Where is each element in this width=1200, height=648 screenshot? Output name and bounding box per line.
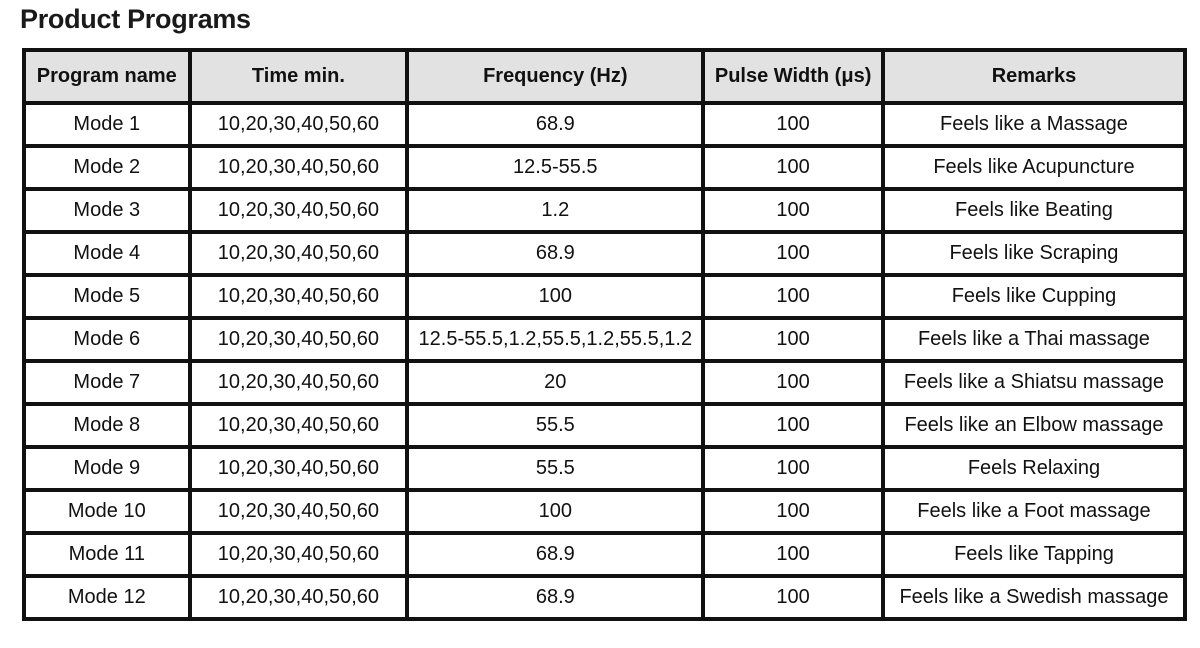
header-frequency: Frequency (Hz) — [409, 52, 701, 101]
table-row — [26, 578, 1183, 617]
cell-program-name: Mode 9 — [26, 449, 188, 488]
table-header-row — [26, 52, 1183, 101]
cell-remarks: Feels like a Shiatsu massage — [885, 363, 1183, 402]
cell-program-name: Mode 10 — [26, 492, 188, 531]
cell-frequency: 12.5-55.5,1.2,55.5,1.2,55.5,1.2 — [409, 320, 701, 359]
cell-remarks: Feels like Scraping — [885, 234, 1183, 273]
cell-time: 10,20,30,40,50,60 — [192, 105, 406, 144]
cell-program-name: Mode 11 — [26, 535, 188, 574]
cell-remarks: Feels like Tapping — [885, 535, 1183, 574]
cell-program-name: Mode 3 — [26, 191, 188, 230]
cell-frequency: 68.9 — [409, 105, 701, 144]
cell-program-name: Mode 7 — [26, 363, 188, 402]
table-row — [26, 320, 1183, 359]
cell-time: 10,20,30,40,50,60 — [192, 148, 406, 187]
table-row — [26, 105, 1183, 144]
cell-frequency: 100 — [409, 277, 701, 316]
cell-pulse-width: 100 — [705, 449, 881, 488]
cell-time: 10,20,30,40,50,60 — [192, 578, 406, 617]
programs-table — [22, 48, 1187, 621]
table-row — [26, 363, 1183, 402]
cell-pulse-width: 100 — [705, 277, 881, 316]
page-title: Product Programs — [20, 4, 251, 34]
cell-pulse-width: 100 — [705, 234, 881, 273]
cell-program-name: Mode 2 — [26, 148, 188, 187]
cell-time: 10,20,30,40,50,60 — [192, 449, 406, 488]
cell-remarks: Feels like Acupuncture — [885, 148, 1183, 187]
cell-time: 10,20,30,40,50,60 — [192, 320, 406, 359]
cell-frequency: 20 — [409, 363, 701, 402]
cell-pulse-width: 100 — [705, 320, 881, 359]
cell-frequency: 68.9 — [409, 234, 701, 273]
table-row — [26, 148, 1183, 187]
header-program-name: Program name — [26, 52, 188, 101]
cell-time: 10,20,30,40,50,60 — [192, 492, 406, 531]
cell-pulse-width: 100 — [705, 578, 881, 617]
cell-time: 10,20,30,40,50,60 — [192, 363, 406, 402]
cell-remarks: Feels like a Massage — [885, 105, 1183, 144]
cell-frequency: 100 — [409, 492, 701, 531]
cell-pulse-width: 100 — [705, 191, 881, 230]
cell-program-name: Mode 6 — [26, 320, 188, 359]
cell-remarks: Feels like a Foot massage — [885, 492, 1183, 531]
table-row — [26, 191, 1183, 230]
cell-remarks: Feels like a Thai massage — [885, 320, 1183, 359]
table-row — [26, 277, 1183, 316]
table-row — [26, 492, 1183, 531]
cell-pulse-width: 100 — [705, 363, 881, 402]
cell-frequency: 12.5-55.5 — [409, 148, 701, 187]
cell-frequency: 68.9 — [409, 535, 701, 574]
cell-remarks: Feels like an Elbow massage — [885, 406, 1183, 445]
cell-program-name: Mode 4 — [26, 234, 188, 273]
cell-pulse-width: 100 — [705, 148, 881, 187]
table-row — [26, 449, 1183, 488]
cell-frequency: 55.5 — [409, 406, 701, 445]
cell-frequency: 68.9 — [409, 578, 701, 617]
table-row — [26, 234, 1183, 273]
table-row — [26, 535, 1183, 574]
cell-program-name: Mode 1 — [26, 105, 188, 144]
cell-pulse-width: 100 — [705, 535, 881, 574]
cell-frequency: 1.2 — [409, 191, 701, 230]
cell-time: 10,20,30,40,50,60 — [192, 234, 406, 273]
cell-time: 10,20,30,40,50,60 — [192, 191, 406, 230]
cell-remarks: Feels like Beating — [885, 191, 1183, 230]
cell-remarks: Feels like a Swedish massage — [885, 578, 1183, 617]
table-body — [26, 105, 1183, 617]
cell-pulse-width: 100 — [705, 105, 881, 144]
cell-pulse-width: 100 — [705, 406, 881, 445]
cell-remarks: Feels Relaxing — [885, 449, 1183, 488]
cell-time: 10,20,30,40,50,60 — [192, 277, 406, 316]
header-time: Time min. — [192, 52, 406, 101]
cell-pulse-width: 100 — [705, 492, 881, 531]
header-pulse-width: Pulse Width (μs) — [705, 52, 881, 101]
cell-program-name: Mode 12 — [26, 578, 188, 617]
header-remarks: Remarks — [885, 52, 1183, 101]
cell-program-name: Mode 5 — [26, 277, 188, 316]
table-row — [26, 406, 1183, 445]
cell-time: 10,20,30,40,50,60 — [192, 535, 406, 574]
cell-time: 10,20,30,40,50,60 — [192, 406, 406, 445]
cell-frequency: 55.5 — [409, 449, 701, 488]
cell-remarks: Feels like Cupping — [885, 277, 1183, 316]
cell-program-name: Mode 8 — [26, 406, 188, 445]
